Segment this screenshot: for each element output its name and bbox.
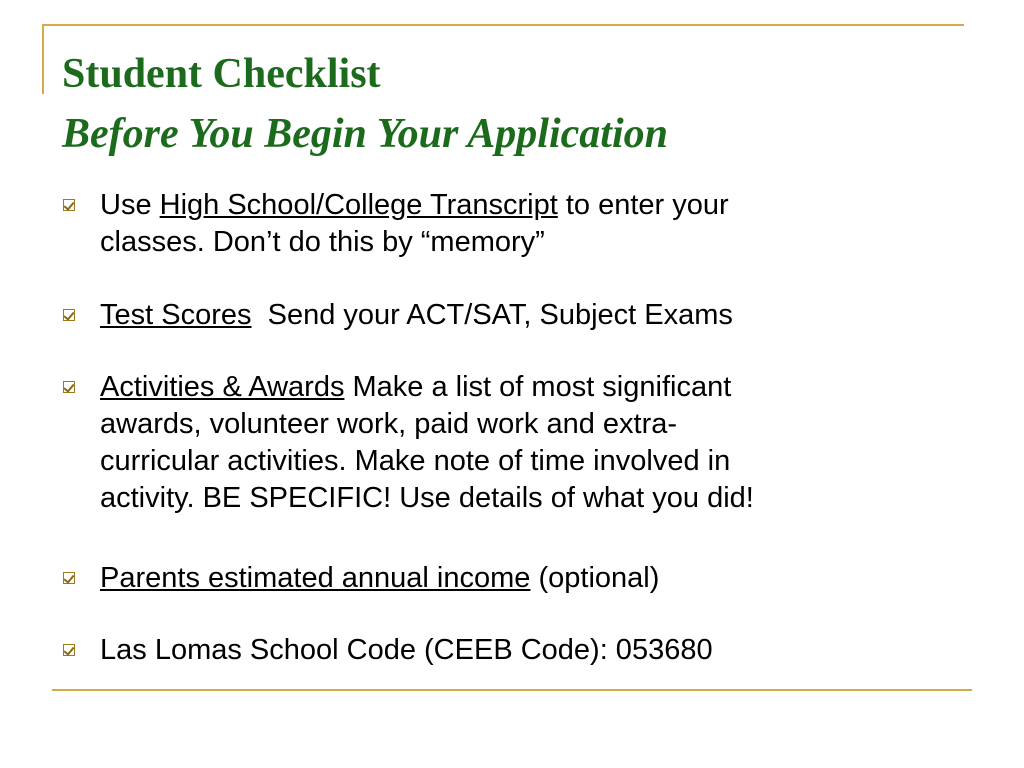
title-line-2: Before You Begin Your Application (62, 111, 668, 157)
checklist-item-activities (100, 369, 960, 517)
item-tail-text: to enter your (557, 189, 729, 221)
item-line-3: curricular activities. Make note of time involved in (100, 445, 731, 477)
checked-checkbox-icon (63, 644, 75, 656)
checklist-item-transcript (100, 187, 960, 261)
checked-checkbox-icon (63, 572, 75, 584)
item-tail-text: Make a list of most significant (344, 371, 732, 403)
item-tail-text: (optional) (530, 562, 660, 594)
activities-link-text: Activities & Awards (100, 371, 345, 403)
income-link-text: Parents estimated annual income (100, 562, 531, 594)
checked-checkbox-icon (63, 199, 75, 211)
school-code-text: Las Lomas School Code (CEEB Code): 053680 (100, 634, 713, 666)
item-line (100, 297, 960, 334)
item-tail-text: Send your ACT/SAT, Subject Exams (251, 299, 733, 331)
item-line (100, 187, 960, 224)
transcript-link-text: High School/College Transcript (159, 189, 558, 221)
checklist-item-test-scores (100, 297, 960, 334)
checklist-item-income (100, 560, 960, 597)
item-line-2: awards, volunteer work, paid work and extra- (100, 408, 678, 440)
checked-checkbox-icon (63, 381, 75, 393)
checklist-item-school-code (100, 632, 960, 669)
test-scores-link-text: Test Scores (100, 299, 252, 331)
checked-checkbox-icon (63, 309, 75, 321)
item-line (100, 369, 960, 406)
item-line (100, 560, 960, 597)
item-line-4: activity. BE SPECIFIC! Use details of what you did! (100, 482, 754, 514)
item-lead-text: Use (100, 189, 160, 221)
title-line-1: Student Checklist (62, 51, 381, 97)
item-line-2: classes. Don’t do this by “memory” (100, 226, 545, 258)
